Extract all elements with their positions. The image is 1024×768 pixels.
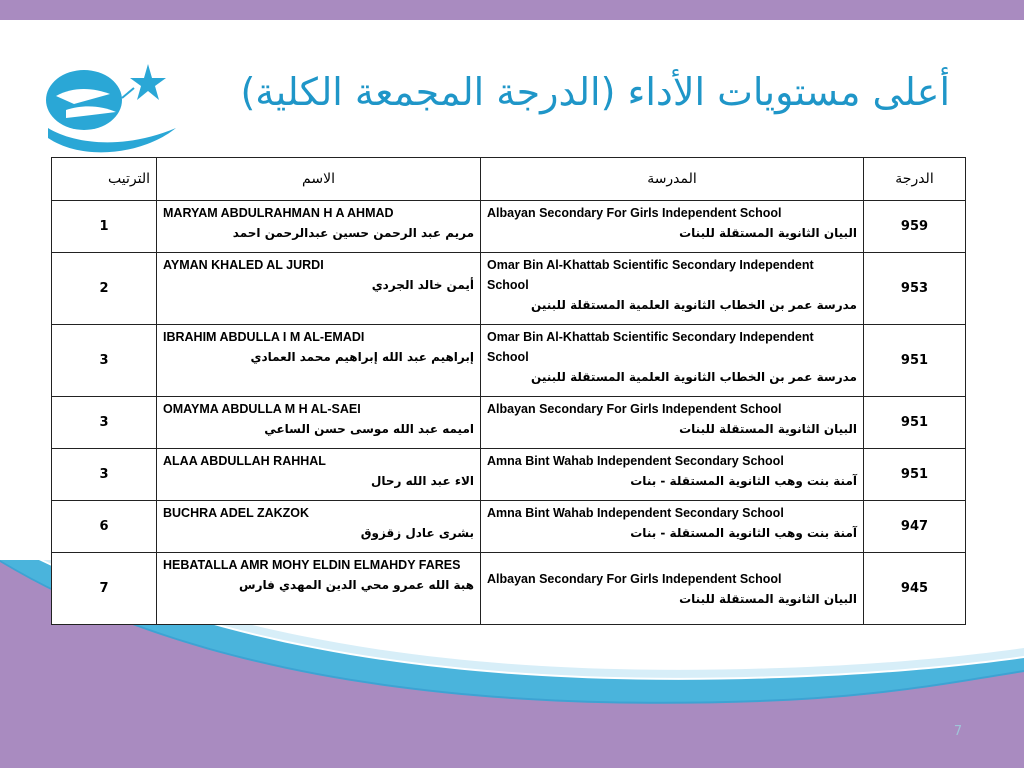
rank-cell: 3	[52, 397, 157, 449]
school-name-english: Albayan Secondary For Girls Independent School	[487, 571, 782, 586]
grade-cell: 951	[864, 397, 966, 449]
rank-cell: 7	[52, 553, 157, 625]
header-rank: الترتيب	[52, 158, 157, 201]
top-performers-table	[51, 157, 966, 625]
student-name-arabic: هبة الله عمرو محي الدين المهدي فارس	[239, 578, 474, 592]
school-name-english: Amna Bint Wahab Independent Secondary School	[487, 454, 784, 468]
table-row	[52, 553, 966, 625]
page-title: أعلى مستويات الأداء (الدرجة المجمعة الكلية)	[240, 70, 950, 114]
student-name-cell	[157, 253, 481, 325]
school-name-english: Albayan Secondary For Girls Independent School	[487, 206, 782, 220]
table-row	[52, 397, 966, 449]
student-name-english: BUCHRA ADEL ZAKZOK	[163, 506, 310, 520]
school-cell	[481, 449, 864, 501]
header-grade: الدرجة	[864, 158, 966, 201]
student-name-english: OMAYMA ABDULLA M H AL-SAEI	[163, 402, 361, 416]
student-name-cell	[157, 449, 481, 501]
page-number: 7	[953, 724, 963, 739]
table-row	[52, 325, 966, 397]
rank-cell: 6	[52, 501, 157, 553]
student-name-english: MARYAM ABDULRAHMAN H A AHMAD	[163, 206, 394, 220]
school-cell	[481, 253, 864, 325]
grade-cell: 945	[864, 553, 966, 625]
student-name-cell	[157, 501, 481, 553]
table-row	[52, 253, 966, 325]
table-header-row	[52, 158, 966, 201]
school-name-english: Omar Bin Al-Khattab Scientific Secondary Independent School	[487, 330, 814, 364]
school-name-english: Amna Bint Wahab Independent Secondary School	[487, 506, 784, 520]
student-name-arabic: اميمه عبد الله موسى حسن الساعي	[264, 422, 474, 436]
grade-cell: 947	[864, 501, 966, 553]
header-name: الاسم	[157, 158, 481, 201]
school-cell	[481, 397, 864, 449]
student-name-cell	[157, 397, 481, 449]
school-name-arabic: البيان الثانوية المستقلة للبنات	[679, 591, 857, 606]
table-row	[52, 449, 966, 501]
rank-cell: 3	[52, 325, 157, 397]
rank-cell: 1	[52, 201, 157, 253]
student-name-english: ALAA ABDULLAH RAHHAL	[163, 454, 326, 468]
grade-cell: 959	[864, 201, 966, 253]
student-name-arabic: الاء عبد الله رحال	[370, 474, 474, 488]
table-row	[52, 201, 966, 253]
student-name-cell	[157, 325, 481, 397]
student-name-cell	[157, 553, 481, 625]
student-name-english: HEBATALLA AMR MOHY ELDIN ELMAHDY FARES	[163, 558, 461, 572]
grade-cell: 951	[864, 449, 966, 501]
top-decorative-band	[0, 0, 1024, 20]
school-name-arabic: مدرسة عمر بن الخطاب الثانوية العلمية المستقلة للبنين	[531, 298, 857, 312]
rank-cell: 3	[52, 449, 157, 501]
student-name-english: IBRAHIM ABDULLA I M AL-EMADI	[163, 330, 365, 344]
student-name-arabic: أيمن خالد الجردي	[371, 278, 474, 292]
rank-cell: 2	[52, 253, 157, 325]
school-cell	[481, 501, 864, 553]
school-cell	[481, 201, 864, 253]
header-school: المدرسة	[481, 158, 864, 201]
school-cell	[481, 553, 864, 625]
school-name-arabic: مدرسة عمر بن الخطاب الثانوية العلمية المستقلة للبنين	[531, 370, 857, 384]
school-cell	[481, 325, 864, 397]
school-name-english: Omar Bin Al-Khattab Scientific Secondary Independent School	[487, 258, 814, 292]
school-name-arabic: آمنة بنت وهب الثانوية المستقلة - بنات	[630, 526, 857, 540]
grade-cell: 951	[864, 325, 966, 397]
organization-logo	[44, 58, 184, 158]
school-name-english: Albayan Secondary For Girls Independent School	[487, 402, 782, 416]
student-name-arabic: مريم عبد الرحمن حسين عبدالرحمن احمد	[232, 226, 474, 240]
student-name-arabic: بشرى عادل زقزوق	[360, 526, 474, 540]
school-name-arabic: البيان الثانوية المستقلة للبنات	[679, 226, 857, 240]
student-name-cell	[157, 201, 481, 253]
school-name-arabic: البيان الثانوية المستقلة للبنات	[679, 422, 857, 436]
school-name-arabic: آمنة بنت وهب الثانوية المستقلة - بنات	[630, 474, 857, 488]
student-name-arabic: إبراهيم عبد الله إبراهيم محمد العمادي	[250, 350, 474, 364]
grade-cell: 953	[864, 253, 966, 325]
student-name-english: AYMAN KHALED AL JURDI	[163, 258, 324, 272]
table-row	[52, 501, 966, 553]
